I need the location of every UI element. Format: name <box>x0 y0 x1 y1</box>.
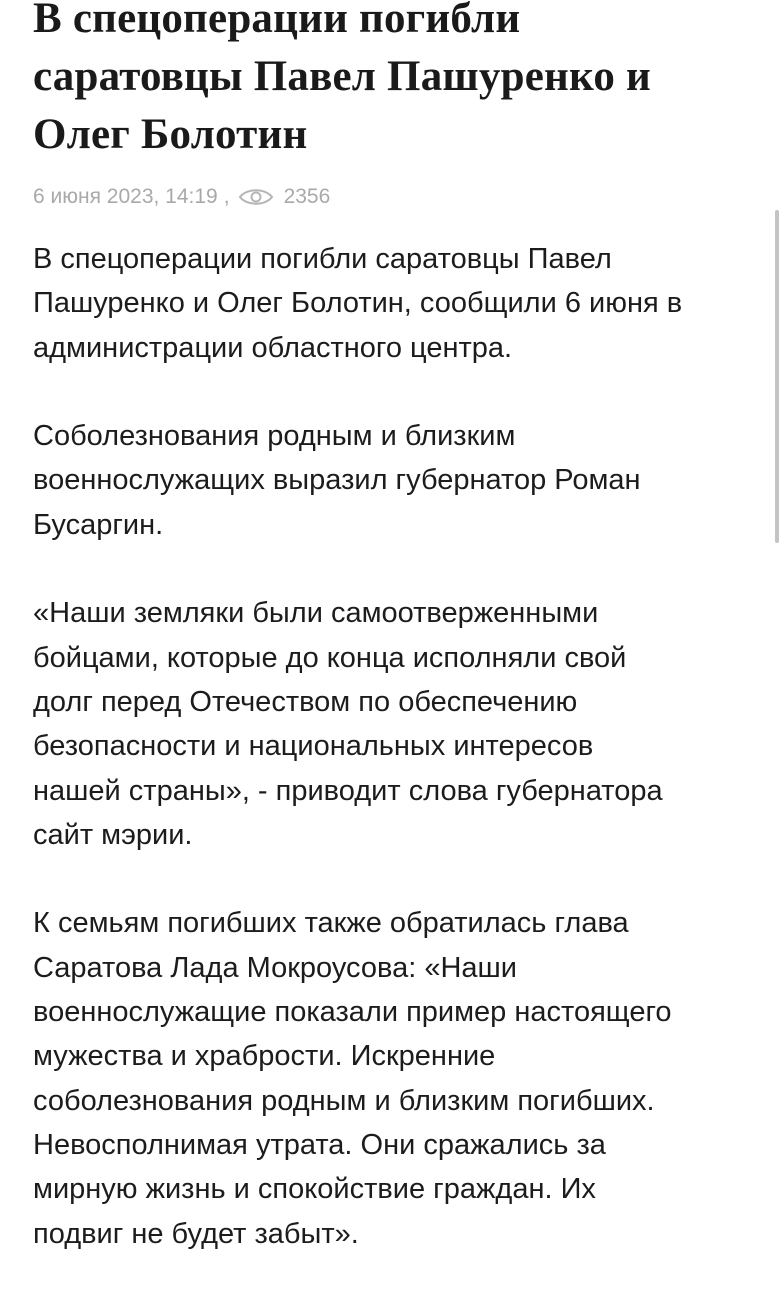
paragraph-line: Пашуренко и Олег Болотин, сообщили 6 июня в <box>33 287 683 320</box>
scrollbar[interactable] <box>775 210 779 543</box>
article-paragraph <box>33 901 763 1255</box>
paragraph-line: «Наши земляки были самоотверженными <box>33 597 599 630</box>
article-meta <box>33 182 763 212</box>
article-title-line: В спецоперации погибли <box>33 0 521 42</box>
paragraph-line: мирную жизнь и спокойствие граждан. Их <box>33 1173 596 1206</box>
paragraph-line: Саратова Лада Мокроусова: «Наши <box>33 951 517 984</box>
paragraph-line: сайт мэрии. <box>33 818 193 851</box>
article-title-line: саратовцы Павел Пашуренко и <box>33 53 652 100</box>
paragraph-line: В спецоперации погибли саратовцы Павел <box>33 243 612 275</box>
paragraph-line: соболезнования родным и близким погибших. <box>33 1084 655 1117</box>
paragraph-line: Соболезнования родным и близким <box>33 420 516 453</box>
eye-icon <box>238 186 274 208</box>
paragraph-line: военнослужащие показали пример настоящего <box>33 996 672 1029</box>
paragraph-line: долг перед Отечеством по обеспечению <box>33 685 578 718</box>
paragraph-line: бойцами, которые до конца исполняли свой <box>33 641 627 674</box>
paragraph-line: администрации областного центра. <box>33 331 513 364</box>
paragraph-line: К семьям погибших также обратилась глава <box>33 907 629 940</box>
paragraph-line: Бусаргин. <box>33 508 164 541</box>
article <box>33 0 763 1300</box>
article-title-line: Олег Болотин <box>33 111 308 158</box>
view-count: 2356 <box>283 185 331 208</box>
article-paragraph <box>33 237 763 370</box>
paragraph-line: нашей страны», - приводит слова губернатора <box>33 774 663 807</box>
paragraph-line: военнослужащих выразил губернатор Роман <box>33 464 641 497</box>
article-title <box>33 0 763 164</box>
paragraph-line: Невосполнимая утрата. Они сражались за <box>33 1128 606 1161</box>
article-paragraph <box>33 591 763 857</box>
paragraph-line: мужества и храбрости. Искренние <box>33 1040 496 1073</box>
paragraph-line: подвиг не будет забыт». <box>33 1217 359 1250</box>
publish-date: 6 июня 2023, 14:19 <box>33 185 218 208</box>
article-paragraph <box>33 414 763 547</box>
meta-separator: , <box>223 185 230 208</box>
paragraph-line: безопасности и национальных интересов <box>33 730 594 763</box>
article-body <box>33 237 763 1256</box>
